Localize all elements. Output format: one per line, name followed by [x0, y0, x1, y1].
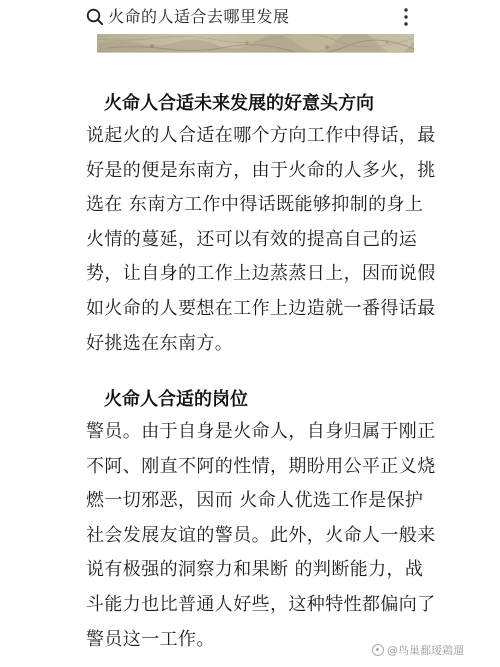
paragraph-line: 势，让自身的工作上边蒸蒸日上，因而说假: [86, 263, 436, 285]
paragraph-line: 好挑选在东南方。: [86, 332, 234, 354]
section-body-jobs: [86, 415, 436, 657]
paragraph-line: 如火命的人要想在工作上边造就一番得话最: [86, 297, 436, 319]
watermark: [372, 640, 464, 660]
search-bar[interactable]: [0, 0, 500, 34]
paragraph-line: 选在 东南方工作中得话既能够抑制的身上: [86, 194, 424, 216]
paragraph-line: 社会发展友谊的警员。此外，火命人一般来: [86, 524, 436, 546]
section-heading-jobs: 火命人合适的岗位: [104, 389, 248, 410]
section-heading-direction: 火命人合适未来发展的好意头方向: [104, 93, 374, 114]
paragraph-line: 警员。由于自身是火命人，自身归属于刚正: [86, 421, 436, 442]
article-image: [97, 34, 414, 53]
section-body-direction: [86, 119, 436, 361]
paragraph-line: 不阿、刚直不阿的性情，期盼用公平正义烧: [86, 455, 436, 477]
watermark-text: @鸟巢鄱瑷鶏遛: [387, 644, 464, 657]
search-query[interactable]: 火命的人适合去哪里发展: [108, 7, 290, 26]
paragraph-line: 斗能力也比普通人好些，这种特性都偏向了: [86, 593, 436, 615]
paragraph-line: 警员这一工作。: [86, 628, 215, 650]
paragraph-line: 燃一切邪恶，因而 火命人优选工作是保护: [86, 490, 424, 512]
paragraph-line: 说起火的人合适在哪个方向工作中得话，最: [86, 125, 436, 146]
watermark-logo-icon: [372, 644, 384, 656]
paragraph-line: 火情的蔓延，还可以有效的提高自己的运: [86, 228, 418, 250]
paragraph-line: 好是的便是东南方，由于火命的人多火，挑: [86, 159, 436, 181]
paragraph-line: 说有极强的洞察力和果断 的判断能力，战: [86, 559, 424, 581]
search-icon[interactable]: [86, 8, 104, 26]
more-vertical-icon[interactable]: [398, 6, 414, 28]
